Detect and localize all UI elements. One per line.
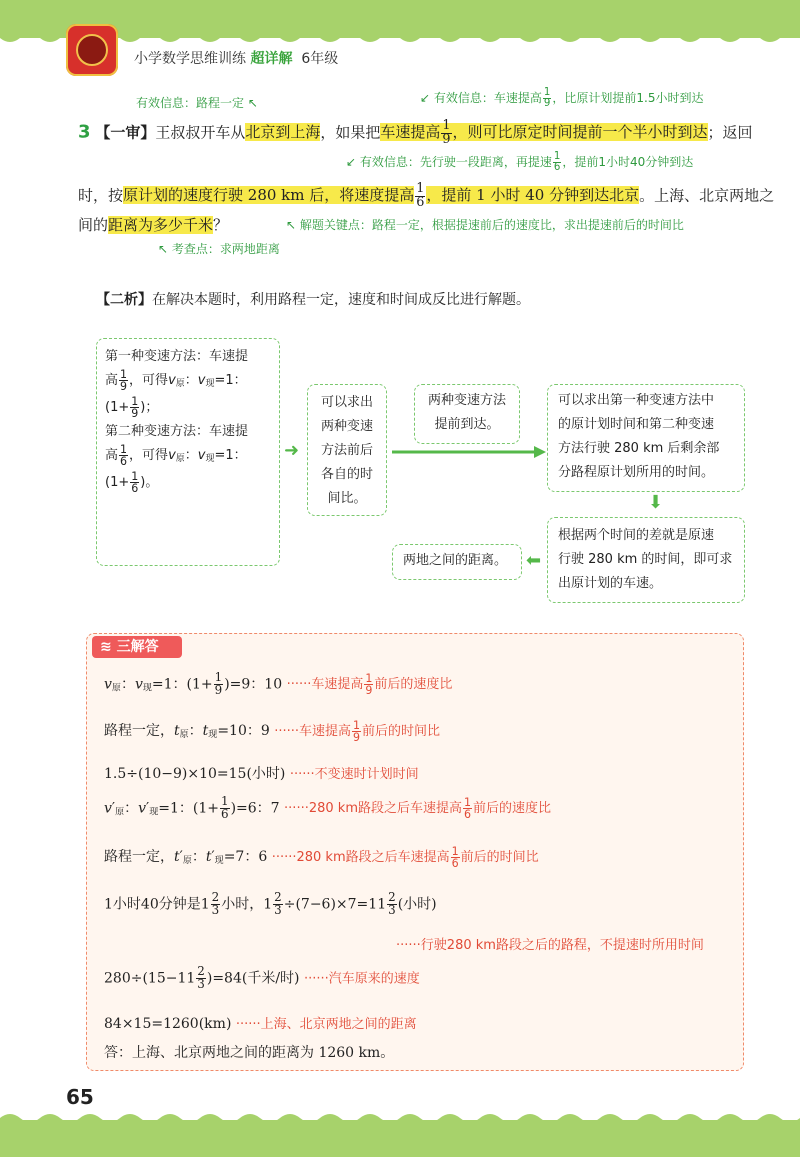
series-accent: 超详解	[250, 51, 293, 67]
solution-row-2: 路程一定，$t_原$：$t_现=10$：9 ······车速提高 $\frac{1}{9}$ 前后的时间比	[104, 719, 441, 745]
arrow-right-1: ➜	[284, 440, 300, 461]
annotation-key-point: ↖ 解题关键点：路程一定，根据提速前后的速度比，求出提速前后的时间比	[286, 218, 684, 232]
series-logo	[66, 24, 118, 76]
solution-row-6-note	[396, 934, 704, 953]
solution-row-3: 1.5÷(10−9)×10=15(小时) ······不变速时计划时间	[104, 766, 419, 782]
note-time-ratio-1: ······车速提高 $\frac{1}{9}$ 前后的时间比	[274, 719, 441, 745]
flow-box-original-speed: 根据两个时间的差就是原速 行驶 280 km 的时间，即可求 出原计划的车速。	[547, 517, 745, 603]
flow-box-planned-time: 可以求出第一种变速方法中 的原计划时间和第二种变速 方法行驶 280 km 后剩余部 分路程原计划所用的时间。	[547, 384, 745, 492]
arrow-down: ⬇	[648, 492, 664, 513]
bottom-green-band	[0, 1120, 800, 1157]
question-line-3: 间的距离为多少千米？	[78, 216, 229, 234]
annotation-distance-constant: 有效信息：路程一定 ↖	[136, 96, 258, 110]
flow-box-time-ratio: 可以求出 两种变速 方法前后 各自的时 间比。	[307, 384, 387, 516]
note-speed-ratio-1: ······车速提高 $\frac{1}{9}$ 前后的速度比	[286, 672, 453, 698]
solution-tag: ≋ 三解答	[92, 636, 182, 658]
arrow-left: ⬅	[526, 550, 542, 571]
annotation-speed-increase-sixth: ↙ 有效信息：先行驶一段距离，再提速 $\frac{1}{6}$ ，提前1小时40分钟到达	[346, 151, 694, 174]
question-line-1: 3 【一审】王叔叔开车从北京到上海，如果把车速提高 $\frac{1}{9}$ ，则可比原定时间提前一个半小时到达；返回	[78, 118, 753, 147]
solution-row-6: 1小时40分钟是1 $\frac{2}{3}$ 小时，1 $\frac{2}{3}$ ÷(7−6)×7=11 $\frac{2}{3}$ (小时)	[104, 890, 437, 917]
solution-row-4: $v'_原$：$v'_现=1$：(1+ $\frac{1}{6}$ )=6：7 ······280 km路段之后车速提高 $\frac{1}{6}$ 前后的速度比	[104, 794, 552, 822]
step-tag-review: 【一审】	[95, 123, 156, 142]
long-arrow-right	[392, 446, 546, 458]
note-time-ratio-2: ······280 km路段之后车速提高 $\frac{1}{6}$ 前后的时间比	[271, 845, 539, 871]
annotation-speed-increase-ninth: ↙ 有效信息：车速提高 $\frac{1}{9}$ ，比原计划提前1.5小时到达	[420, 87, 704, 110]
flow-box-early-arrival: 两种变速方法 提前到达。	[414, 384, 520, 444]
grade-label: 6年级	[301, 51, 339, 67]
page-number: 65	[66, 1085, 94, 1109]
solution-row-1: $v_原$：$v_现=1$：(1+ $\frac{1}{9}$ )=9：10 ······车速提高 $\frac{1}{9}$ 前后的速度比	[104, 670, 453, 698]
analysis-line	[96, 289, 530, 309]
question-number: 3	[78, 121, 91, 143]
solution-row-8: 84×15=1260(km) ······上海、北京两地之间的距离	[104, 1016, 417, 1032]
series-name: 小学数学思维训练	[134, 51, 246, 67]
note-original-speed: ······汽车原来的速度	[303, 971, 420, 987]
flow-box-distance: 两地之间的距离。	[392, 544, 522, 580]
step-tag-analysis: 【二析】	[96, 292, 152, 308]
question-line-2: 时，按原计划的速度行驶 280 km 后，将速度提高 $\frac{1}{6}$ ，提前 1 小时 40 分钟到达北京。上海、北京两地之	[78, 181, 775, 210]
analysis-text: 在解决本题时，利用路程一定，速度和时间成反比进行解题。	[152, 292, 530, 308]
top-wave-decoration	[0, 30, 800, 50]
note-planned-time: ······不变速时计划时间	[289, 767, 419, 782]
annotation-test-point: ↖ 考查点：求两地距离	[158, 242, 280, 256]
note-remaining-time: ······行驶280 km路段之后的路程，不提速时所用时间	[396, 938, 704, 953]
solution-answer: 答：上海、北京两地之间的距离为 1260 km。	[104, 1045, 395, 1061]
solution-row-7: 280÷(15−11 $\frac{2}{3}$ )=84(千米/时) ······汽车原来的速度	[104, 964, 420, 991]
note-distance: ······上海、北京两地之间的距离	[235, 1017, 417, 1032]
solution-row-5: 路程一定，$t'_原$：$t'_现=7$：6 ······280 km路段之后车速提高 $\frac{1}{6}$ 前后的时间比	[104, 845, 539, 871]
logo-emblem	[76, 34, 108, 66]
flow-box-speed-methods: 第一种变速方法：车速提 高 $\frac{1}{9}$ ，可得$v_原$：$v_现=1$： (1+ $\frac{1}{9}$ )； 第二种变速方法：车速提 高 $\frac{1}{6}$ ，可得$v_原$：$v_现=1$： (1+ $\frac{1}{6}$ )。	[96, 338, 280, 566]
note-speed-ratio-2: ······280 km路段之后车速提高 $\frac{1}{6}$ 前后的速度比	[284, 796, 552, 822]
series-title	[134, 48, 338, 68]
